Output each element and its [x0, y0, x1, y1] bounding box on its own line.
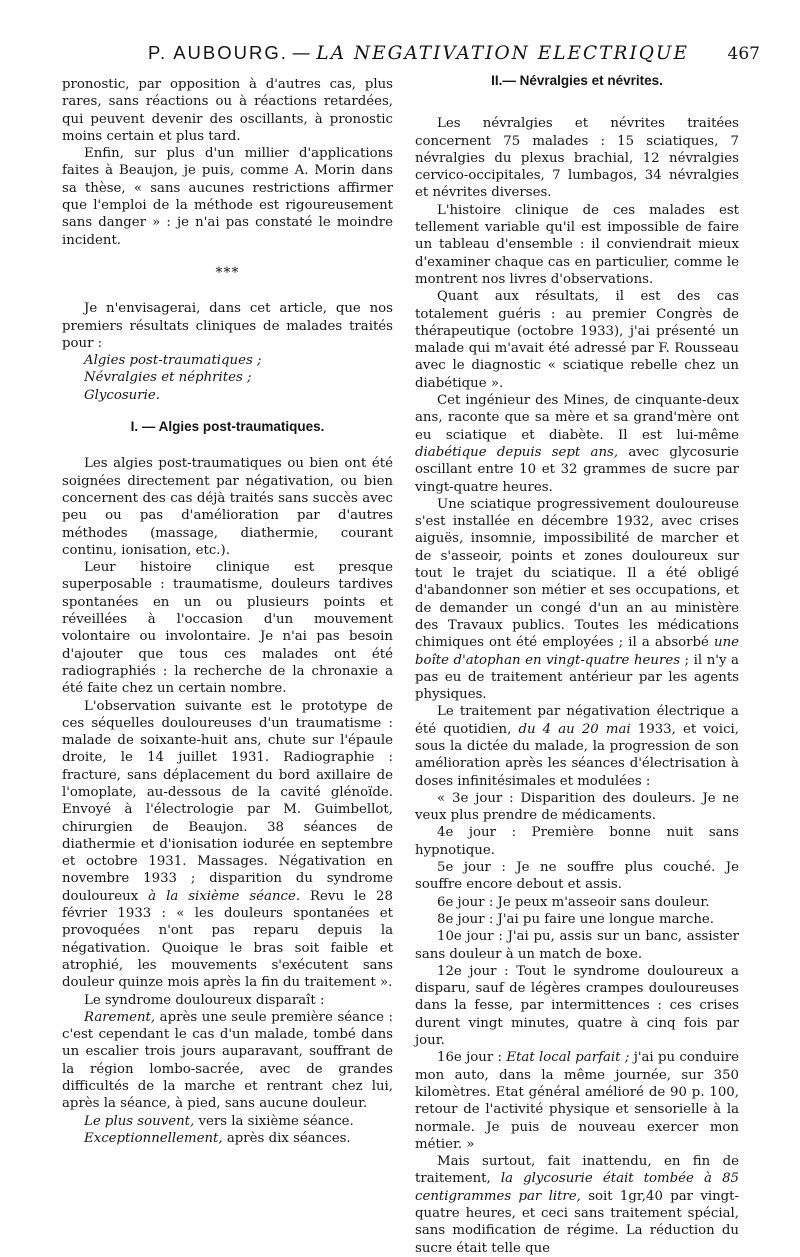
text-run: Mais surtout, fait inattendu, en fin de traitement,: [415, 1154, 739, 1187]
text-run: 1933, et voici, sous la dictée du malade, la progression de son amélioration après les séances d'électrisation à doses infinitésimales et modulées :: [415, 721, 739, 789]
diary-entry: 5e jour : Je ne souffre plus couché. Je souffre encore debout et assis.: [415, 860, 739, 893]
section-heading: II.— Névralgies et névrites.: [491, 73, 663, 88]
text-run: ; il n'y a pas eu de traitement antérieur par les agents physiques.: [415, 652, 739, 703]
list-item: Glycosurie.: [84, 387, 160, 403]
italic-run: la glycosurie était tombée à 85 centigrammes par litre,: [415, 1171, 739, 1204]
diary-entry: 12e jour : Tout le syndrome douloureux a disparu, sauf de légères crampes douloureuses dans la fesse, par intermittences : ces crises durent vingt minutes, quatre à cinq fois par jour.: [415, 963, 739, 1049]
diary-entry: 4e jour : Première bonne nuit sans hypnotique.: [415, 825, 739, 858]
text-run: après une seule première séance : c'est cependant le cas d'un malade, tombé dans un escalier trois jours auparavant, souffrant de la région lombo-sacrée, avec de grandes difficultés de la marche et rentrant chez lui, après la séance, à pied, sans aucune douleur.: [62, 1009, 393, 1112]
page-number: 467: [727, 44, 760, 64]
header-article-title: LA NEGATIVATION ELECTRIQUE: [316, 43, 690, 64]
section-heading: I. — Algies post-traumatiques.: [130, 419, 325, 435]
text-run: Une sciatique progressivement douloureuse s'est installée en décembre 1932, avec crises aiguës, insomnie, impossibilité de marcher et de s'asseoir, points et zones douloureux sur tout le trajet du sciatique. Il a été obligé d'abandonner son métier et ses occupations, et de demander un congé d'un an au ministère des Travaux publics. Toutes les médications chimiques ont été employées ; il a absorbé: [415, 496, 739, 651]
paragraph: pronostic, par opposition à d'autres cas, plus rares, sans réactions ou à réactions retardées, qui peuvent devenir des oscillants, à pronostic moins certain et plus tard.: [62, 77, 393, 144]
diary-entry: [415, 1049, 739, 1153]
text-run: après dix séances.: [226, 1130, 351, 1146]
diary-entry: 10e jour : J'ai pu, assis sur un banc, assister sans douleur à un match de boxe.: [415, 929, 739, 962]
header-author: P. AUBOURG.: [148, 42, 288, 63]
paragraph: [415, 392, 739, 496]
paragraph: Les névralgies et névrites traitées concernent 75 malades : 15 sciatiques, 7 névralgies du plexus brachial, 12 névralgies cervico-occipitales, 7 lumbagos, 34 névralgies et névrites diverses.: [415, 116, 739, 201]
list-item: Algies post-traumatiques ;: [84, 353, 262, 369]
italic-run: Rarement,: [84, 1009, 156, 1025]
text-run: Le traitement par négativation électrique a été quotidien,: [415, 704, 739, 737]
italic-run: Exceptionnellement,: [84, 1130, 223, 1146]
left-column: [62, 76, 393, 1147]
paragraph: Leur histoire clinique est presque superposable : traumatisme, douleurs tardives spontanées en un ou plusieurs points et réveillées à l'occasion d'un mouvement volontaire ou involontaire. Je n'ai pas besoin d'ajouter que tous ces malades ont été radiographiés : la recherche de la chronaxie a été faite chez un certain nombre.: [62, 560, 393, 697]
text-run: Revu le 28 février 1933 : « les douleurs spontanées et provoquées n'ont pas reparu depuis la négativation. Quoique le bras soit faible et atrophié, les mouvements s'exécutent sans douleur quinze mois après la fin du traitement ».: [62, 888, 393, 991]
paragraph: Enfin, sur plus d'un millier d'applications faites à Beaujon, je puis, comme A. Morin dans sa thèse, « sans aucunes restrictions affirmer que l'emploi de la méthode est rigoureusement sans danger » : je n'ai pas constaté le moindre incident.: [62, 146, 393, 248]
diary-entry: 8e jour : J'ai pu faire une longue marche.: [437, 911, 715, 927]
text-run: L'observation suivante est le prototype de ces séquelles douloureuses d'un traumatisme : malade de soixante-huit ans, chute sur l'épaule droite, le 14 juillet 1931. Radiographie : fracture, sans déplacement du bord axillaire de l'omoplate, au-dessous de la cavité glénoïde. Envoyé à l'électrologie par M. Guimbellot, chirurgien de Beaujon. 38 séances de diathermie et d'ionisation iodurée en septembre et octobre 1931. Massages. Négativation en novembre 1933 ; disparition du syndrome douloureux: [62, 698, 393, 904]
paragraph: [62, 698, 393, 992]
header-separator: —: [291, 43, 313, 64]
section-divider-stars: ***: [215, 264, 240, 281]
text-run: j'ai pu conduire mon auto, dans la même journée, sur 350 kilomètres. Etat général amélioré de 90 p. 100, retour de l'activité physique et sensorielle à la normale. Je puis de nouveau exercer mon métier. »: [415, 1050, 739, 1152]
text-run: soit 1gr,40 par vingt-quatre heures, et ceci sans traitement spécial, sans modification de régime. La réduction du sucre était telle que: [415, 1188, 740, 1256]
paragraph: [62, 1009, 393, 1113]
paragraph: [415, 703, 739, 789]
italic-run: du 4 au 20 mai: [518, 721, 631, 737]
text-run: vers la sixième séance.: [198, 1113, 354, 1129]
diary-entry: « 3e jour : Disparition des douleurs. Je ne veux plus prendre de médicaments.: [415, 790, 739, 824]
right-column: [415, 73, 740, 1257]
paragraph: Quant aux résultats, il est des cas totalement guéris : au premier Congrès de thérapeutique (octobre 1933), j'ai présenté un malade qui m'avait été adressé par F. Rousseau avec le diagnostic « sciatique rebelle chez un diabétique ».: [415, 289, 739, 391]
italic-run: diabétique depuis sept ans,: [415, 444, 619, 460]
paragraph: [62, 1113, 393, 1130]
running-header: [60, 42, 760, 68]
paragraph: [415, 496, 739, 704]
italic-run: Etat local parfait ;: [506, 1050, 630, 1066]
paragraph: L'histoire clinique de ces malades est tellement variable qu'il est impossible de faire un tableau d'ensemble : il conviendrait mieux d'examiner chaque cas en particulier, comme le montrent nos livres d'observations.: [415, 202, 739, 287]
text-run: avec glycosurie oscillant entre 10 et 32 grammes de sucre par vingt-quatre heures.: [415, 444, 739, 495]
italic-run: à la sixième séance.: [148, 888, 301, 904]
italic-run: Le plus souvent,: [84, 1113, 195, 1129]
paragraph: Le syndrome douloureux disparaît :: [84, 992, 325, 1008]
list-item: Névralgies et néphrites ;: [84, 370, 252, 386]
italic-run: une boîte d'atophan en vingt-quatre heures: [415, 635, 739, 668]
paragraph: Je n'envisagerai, dans cet article, que nos premiers résultats cliniques de malades traités pour :: [62, 301, 393, 351]
diary-entry: 6e jour : Je peux m'asseoir sans douleur.: [437, 894, 710, 910]
paragraph: [62, 1130, 393, 1147]
paragraph: [415, 1153, 739, 1257]
paragraph: Les algies post-traumatiques ou bien ont été soignées directement par négativation, ou bien concernent des cas déjà traités sans succès avec peu ou pas d'amélioration par d'autres méthodes (massage, diathermie, courant continu, ionisation, etc.).: [62, 456, 393, 558]
text-run: 16e jour :: [437, 1050, 503, 1066]
text-run: Cet ingénieur des Mines, de cinquante-deux ans, raconte que sa mère et sa grand'mère ont eu sciatique et diabète. Il est lui-même: [415, 393, 739, 443]
header-title-line: [148, 42, 689, 64]
